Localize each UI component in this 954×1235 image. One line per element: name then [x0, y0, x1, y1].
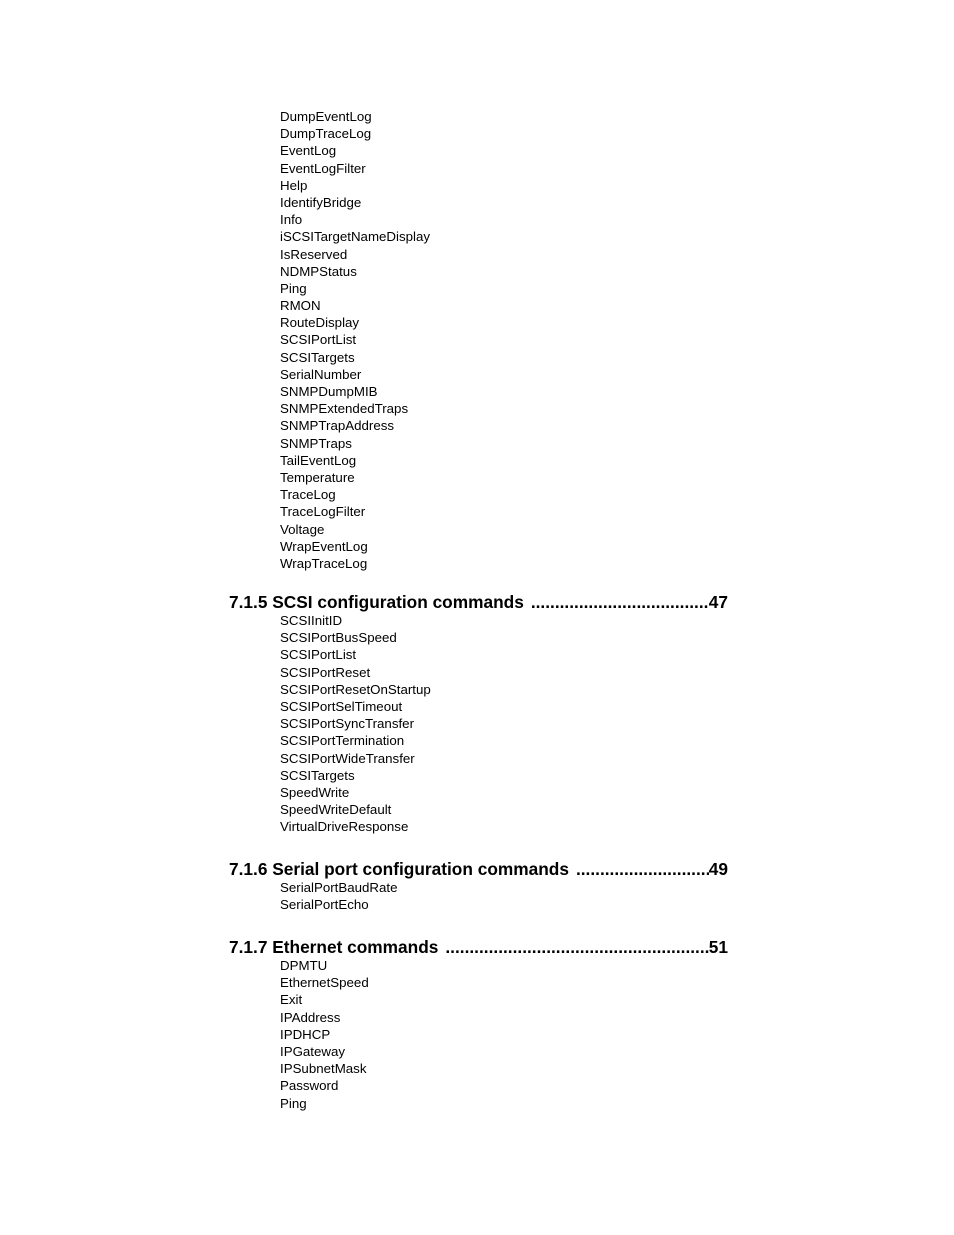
toc-entry: SCSIPortResetOnStartup: [280, 681, 431, 697]
toc-entry: IPSubnetMask: [280, 1061, 367, 1077]
toc-entry: RMON: [280, 298, 321, 314]
toc-section-serial-port-configuration: [229, 859, 729, 913]
toc-entry: SpeedWriteDefault: [280, 802, 392, 818]
toc-page-number: 49: [708, 859, 728, 879]
dot-leader: [445, 937, 708, 957]
toc-entry: SNMPDumpMIB: [280, 384, 378, 399]
toc-entry: DPMTU: [280, 958, 328, 973]
toc-section-ethernet: [229, 937, 729, 1112]
toc-heading-title: 7.1.5 SCSI configuration commands: [229, 592, 524, 612]
toc-entry: SCSIPortReset: [280, 664, 371, 680]
toc-heading[interactable]: [229, 592, 728, 612]
toc-entry: SNMPTraps: [280, 435, 352, 451]
toc-entry: SCSIPortSyncTransfer: [280, 716, 414, 732]
toc-entry: Voltage: [280, 521, 325, 537]
toc-entry: SerialPortEcho: [280, 897, 369, 913]
toc-entry: Temperature: [280, 469, 355, 485]
toc-entry: DumpTraceLog: [280, 126, 372, 142]
command-list-continued: [229, 108, 729, 572]
toc-entry: Ping: [280, 1095, 307, 1111]
toc-entry: SCSITargets: [280, 767, 355, 783]
toc-entry: VirtualDriveResponse: [280, 819, 409, 835]
toc-entry: SCSIPortBusSpeed: [280, 630, 397, 646]
toc-entry: TraceLog: [280, 487, 336, 503]
toc-entry: Info: [280, 212, 303, 228]
toc-entry: IPAddress: [280, 1009, 341, 1025]
toc-entry: SNMPExtendedTraps: [280, 401, 409, 417]
toc-entry: SCSIPortTermination: [280, 733, 405, 749]
toc-entry: SCSIPortWideTransfer: [280, 750, 415, 766]
toc-entry: Ping: [280, 280, 307, 296]
toc-entry: SCSIPortSelTimeout: [280, 698, 403, 714]
toc-entry: WrapTraceLog: [280, 555, 368, 571]
toc-heading[interactable]: [229, 859, 728, 879]
toc-entry: NDMPStatus: [280, 263, 357, 279]
toc-entry: EthernetSpeed: [280, 975, 369, 991]
toc-entry: SpeedWrite: [280, 784, 350, 800]
toc-entry: SerialNumber: [280, 366, 362, 382]
toc-entry: TailEventLog: [280, 452, 357, 468]
toc-entry: IPGateway: [280, 1043, 346, 1059]
toc-entry: EventLog: [280, 143, 337, 159]
toc-entry: Exit: [280, 992, 303, 1008]
toc-entry: IdentifyBridge: [280, 194, 362, 210]
toc-entry: IPDHCP: [280, 1026, 331, 1042]
toc-heading-title: 7.1.7 Ethernet commands: [229, 937, 439, 957]
toc-entry: SCSIInitID: [280, 613, 343, 628]
dot-leader: [531, 592, 709, 612]
toc-entry: SerialPortBaudRate: [280, 880, 398, 895]
toc-entry: RouteDisplay: [280, 315, 360, 331]
toc-entry: SCSIPortList: [280, 332, 357, 348]
toc-entry: SCSITargets: [280, 349, 355, 365]
toc-section-scsi-configuration: [229, 592, 729, 835]
toc-entry: DumpEventLog: [280, 109, 372, 124]
toc-entry: iSCSITargetNameDisplay: [280, 229, 431, 245]
toc-entry: Password: [280, 1078, 339, 1094]
toc-entry: WrapEventLog: [280, 538, 368, 554]
toc-page-number: 51: [708, 937, 728, 957]
toc-entry: EventLogFilter: [280, 160, 366, 176]
toc-entry: IsReserved: [280, 246, 348, 262]
toc-entry: Help: [280, 177, 308, 193]
toc-heading-title: 7.1.6 Serial port configuration commands: [229, 859, 569, 879]
dot-leader: [576, 859, 709, 879]
toc-entry: SCSIPortList: [280, 647, 357, 663]
toc-heading[interactable]: [229, 937, 728, 957]
toc-entry: SNMPTrapAddress: [280, 418, 395, 434]
toc-page-number: 47: [708, 592, 728, 612]
toc-entry: TraceLogFilter: [280, 504, 366, 520]
